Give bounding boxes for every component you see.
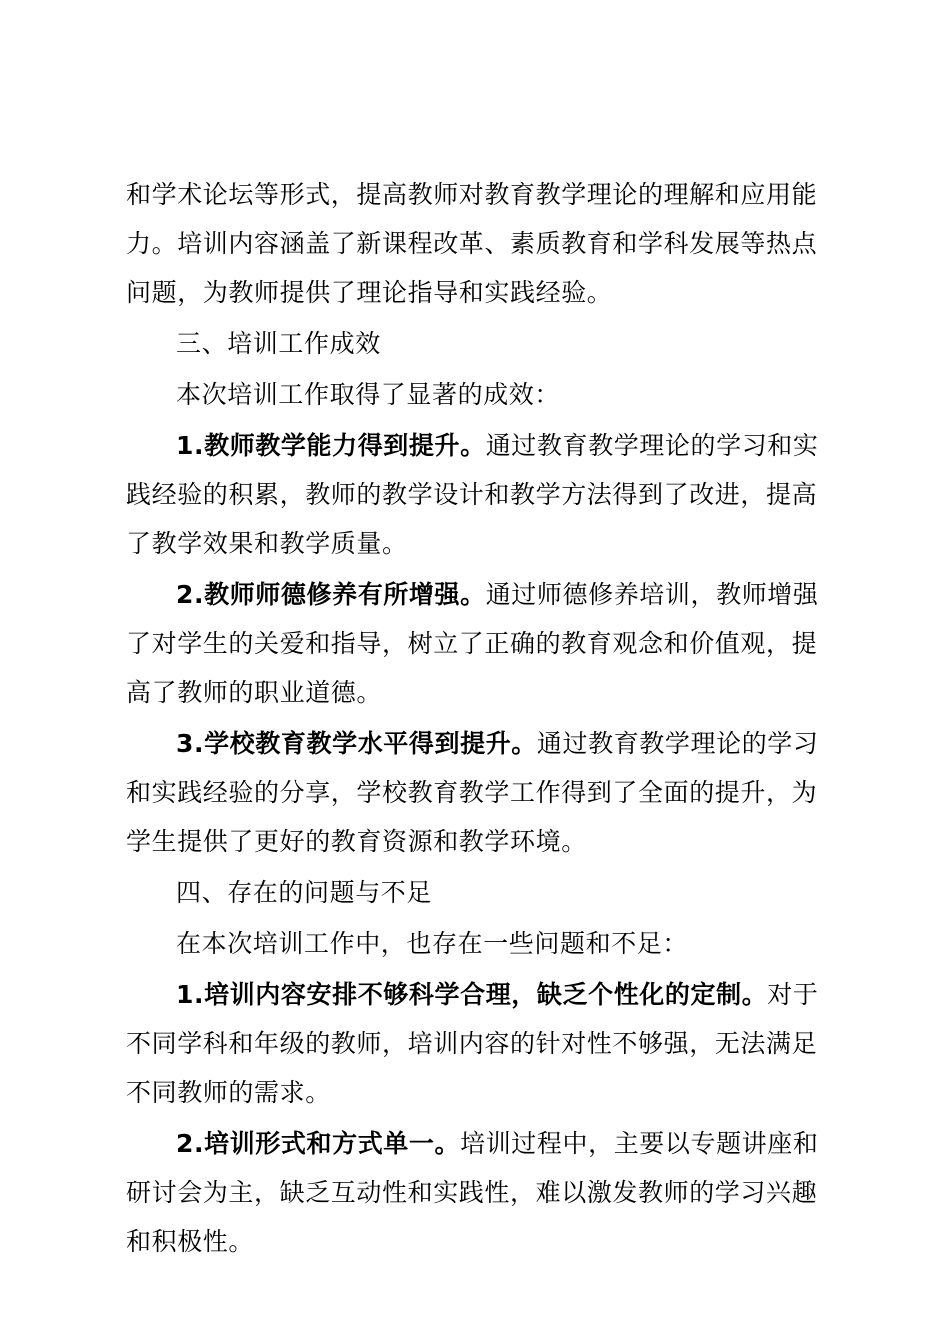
list-item-text: 通过教育教学理论的学习和实践经验的分享，学校教育教学工作得到了全面的提升，为学生提供了更好的教育资源和教学环境。 bbox=[126, 729, 819, 856]
list-item-lead: 2.培训形式和方式单一。 bbox=[176, 1129, 461, 1158]
section-heading-3 bbox=[126, 319, 838, 368]
list-item-lead: 1.教师教学能力得到提升。 bbox=[176, 431, 486, 460]
list-item bbox=[126, 570, 838, 717]
paragraph-text: 和学术论坛等形式，提高教师对教育教学理论的理解和应用能力。培训内容涵盖了新课程改革、素质教育和学科发展等热点问题，为教师提供了理论指导和实践经验。 bbox=[126, 180, 818, 307]
list-item bbox=[126, 719, 838, 866]
list-item-text: 对于不同学科和年级的教师，培训内容的针对性不够强，无法满足不同教师的需求。 bbox=[126, 980, 819, 1107]
list-item-lead: 2.教师师德修养有所增强。 bbox=[176, 580, 486, 609]
list-item-lead: 1.培训内容安排不够科学合理，缺乏个性化的定制。 bbox=[176, 980, 768, 1009]
paragraph-intro bbox=[126, 370, 838, 419]
paragraph-continuation bbox=[126, 170, 838, 317]
paragraph-intro bbox=[126, 919, 838, 968]
heading-text: 四、存在的问题与不足 bbox=[176, 878, 433, 907]
list-item-text: 培训过程中，主要以专题讲座和研讨会为主，缺乏互动性和实践性，难以激发教师的学习兴趣和积极性。 bbox=[126, 1129, 819, 1256]
list-item bbox=[126, 970, 838, 1117]
list-item-lead: 3.学校教育教学水平得到提升。 bbox=[176, 729, 537, 758]
paragraph-text: 本次培训工作取得了显著的成效： bbox=[176, 380, 561, 409]
heading-text: 三、培训工作成效 bbox=[176, 329, 381, 358]
list-item-text: 通过教育教学理论的学习和实践经验的积累，教师的教学设计和教学方法得到了改进，提高了教学效果和教学质量。 bbox=[126, 431, 819, 558]
list-item bbox=[126, 421, 838, 568]
section-heading-4 bbox=[126, 868, 838, 917]
list-item bbox=[126, 1119, 838, 1266]
paragraph-text: 在本次培训工作中，也存在一些问题和不足： bbox=[176, 929, 689, 958]
list-item-text: 通过师德修养培训，教师增强了对学生的关爱和指导，树立了正确的教育观念和价值观，提高了教师的职业道德。 bbox=[126, 580, 819, 707]
document-page bbox=[126, 170, 838, 1266]
